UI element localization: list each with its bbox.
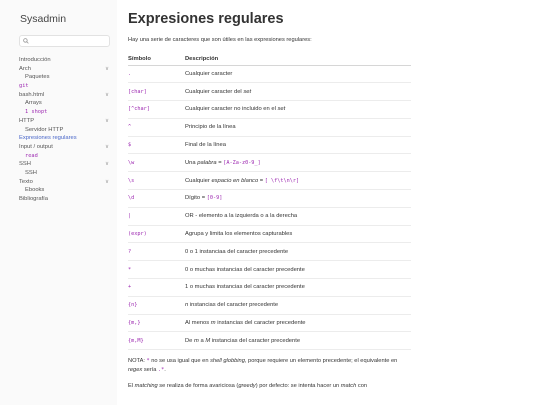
symbol-cell: *: [128, 261, 185, 279]
nav-item[interactable]: [0, 108, 117, 117]
inline-code: [0-9]: [206, 195, 223, 202]
inline-code: *: [146, 358, 150, 365]
symbol-cell: \d: [128, 190, 185, 208]
symbol-cell: ^: [128, 118, 185, 136]
description-cell: [185, 296, 411, 314]
description-cell: [185, 243, 411, 261]
description-cell: [185, 190, 411, 208]
regex-table: [128, 53, 411, 350]
text-run: , porque requiere un elemento precedente; el equivalente en: [244, 358, 398, 365]
nav-item-label: Texto: [19, 178, 33, 185]
inline-code: [A-Za-z0-9_]: [223, 159, 261, 166]
nav-item[interactable]: [0, 56, 117, 65]
description-cell: [185, 314, 411, 332]
text-run: ) por defecto: se intenta hacer un: [255, 382, 341, 389]
text-run: Agrupa y limita los elementos capturables: [185, 231, 293, 238]
nav-item-label: Ebooks: [25, 187, 45, 194]
nav-item[interactable]: [0, 99, 117, 108]
description-cell: [185, 332, 411, 350]
table-row: [128, 332, 411, 350]
nav-item[interactable]: [0, 65, 117, 74]
chevron-down-icon[interactable]: ∨: [104, 65, 109, 72]
inline-code: [ \f\t\n\r]: [264, 177, 300, 184]
description-cell: [185, 172, 411, 190]
sidebar: [0, 0, 117, 405]
emphasis-text: matching: [134, 382, 158, 389]
description-cell: [185, 118, 411, 136]
text-run: =: [258, 177, 265, 184]
nav-item-label: Expresiones regulares: [19, 135, 77, 142]
table-row: [128, 296, 411, 314]
description-cell: [185, 279, 411, 297]
text-run: Final de la línea: [185, 142, 226, 149]
search-icon: [23, 38, 29, 44]
text-run: sería: [142, 366, 159, 373]
symbol-cell: +: [128, 279, 185, 297]
emphasis-text: n: [185, 302, 189, 309]
table-row: [128, 207, 411, 225]
description-cell: [185, 154, 411, 172]
table-row: [128, 314, 411, 332]
nav-item-label: Bibliografía: [19, 196, 49, 202]
symbol-cell: {m,}: [128, 314, 185, 332]
description-cell: [185, 136, 411, 154]
main-content: [128, 11, 411, 389]
table-row: [128, 172, 411, 190]
emphasis-text: set: [277, 106, 286, 113]
symbol-cell: {m,M}: [128, 332, 185, 350]
table-row: [128, 279, 411, 297]
header-symbol: Símbolo: [128, 53, 185, 65]
nav-item[interactable]: [0, 178, 117, 187]
description-cell: [185, 101, 411, 119]
text-run: .: [164, 366, 166, 373]
symbol-cell: .: [128, 65, 185, 83]
text-run: =: [216, 159, 224, 166]
nav-item-label: Servidor HTTP: [25, 126, 64, 133]
nav-item-label: git: [19, 83, 29, 90]
nav-item-label: Paquetes: [25, 74, 50, 81]
nav-item[interactable]: [0, 126, 117, 135]
table-row: [128, 225, 411, 243]
description-cell: [185, 65, 411, 83]
nav-item[interactable]: [0, 186, 117, 195]
description-cell: [185, 207, 411, 225]
symbol-cell: (expr): [128, 225, 185, 243]
site-title[interactable]: Sysadmin: [20, 13, 67, 25]
description-cell: [185, 261, 411, 279]
symbol-cell: [char]: [128, 83, 185, 101]
nav-item-label: Introducción: [19, 57, 51, 63]
emphasis-text: palabra: [197, 159, 217, 166]
nav-item[interactable]: [0, 160, 117, 169]
text-run: Cualquier caracter: [185, 70, 233, 77]
emphasis-text: match: [340, 382, 357, 389]
table-row: [128, 65, 411, 83]
text-run: Dígito =: [185, 195, 207, 202]
text-run: Cualquier caracter no incluido en el: [185, 106, 278, 113]
nav-item[interactable]: [0, 134, 117, 143]
text-run: 1 o muchas instancias del caracter precedente: [185, 284, 305, 291]
header-description: Descripción: [185, 53, 411, 65]
note-paragraph: [128, 357, 411, 374]
text-run: OR - elemento a la izquierda o a la derecha: [185, 213, 298, 220]
nav-item[interactable]: [0, 152, 117, 161]
chevron-down-icon[interactable]: ∨: [104, 117, 109, 124]
text-run: De: [185, 337, 195, 344]
symbol-cell: \w: [128, 154, 185, 172]
emphasis-text: espacio en blanco: [211, 177, 259, 184]
text-run: instancias del caracter precedente: [210, 337, 301, 344]
text-run: Cualquier caracter del: [185, 88, 244, 95]
nav-item-label: HTTP: [19, 117, 35, 124]
symbol-cell: ?: [128, 243, 185, 261]
table-row: [128, 101, 411, 119]
text-run: Al menos: [185, 320, 211, 327]
chevron-down-icon[interactable]: ∨: [104, 91, 109, 98]
nav-item-label: bash.html: [19, 91, 45, 98]
chevron-down-icon[interactable]: ∨: [104, 178, 109, 185]
symbol-cell: {n}: [128, 296, 185, 314]
table-row: [128, 154, 411, 172]
text-run: a: [198, 337, 206, 344]
nav-list: [0, 56, 117, 204]
table-row: [128, 261, 411, 279]
chevron-down-icon[interactable]: ∨: [104, 161, 109, 168]
text-run: 0 o 1 instanciaa del caracter precedente: [185, 248, 289, 255]
symbol-cell: [^char]: [128, 101, 185, 119]
text-run: El: [128, 382, 135, 389]
text-run: Una: [185, 159, 198, 166]
intro-text: Hay una serie de caracteres que son útiles en las expresiones regulares:: [128, 37, 312, 43]
text-run: con: [356, 382, 368, 389]
emphasis-text: M: [205, 337, 211, 344]
table-row: [128, 83, 411, 101]
table-row: [128, 118, 411, 136]
nav-item-label: SSH: [19, 161, 31, 168]
nav-item[interactable]: [0, 143, 117, 152]
nav-item[interactable]: [0, 91, 117, 100]
text-run: instancias del caracter precedente: [188, 302, 279, 309]
table-header-row: [128, 53, 411, 65]
nav-item[interactable]: [0, 117, 117, 126]
description-cell: [185, 225, 411, 243]
emphasis-text: regex: [128, 366, 143, 373]
nav-item-label: Arrays: [25, 100, 42, 107]
symbol-cell: |: [128, 207, 185, 225]
page-title: Expresiones regulares: [128, 11, 284, 27]
description-cell: [185, 83, 411, 101]
text-run: 0 o muchas instancias del caracter precedente: [185, 266, 305, 273]
symbol-cell: $: [128, 136, 185, 154]
chevron-down-icon[interactable]: ∨: [104, 143, 109, 150]
nav-item-label: read: [25, 152, 38, 159]
footer-paragraph: [128, 383, 411, 389]
text-run: instancias del caracter precedente: [215, 320, 306, 327]
emphasis-text: greedy: [238, 382, 256, 389]
text-run: no se usa igual que en: [149, 358, 211, 365]
table-row: [128, 190, 411, 208]
nav-item-label: 1 shopt: [25, 109, 48, 116]
table-row: [128, 136, 411, 154]
emphasis-text: set: [243, 88, 252, 95]
text-run: se realiza de forma avariciosa (: [157, 382, 239, 389]
table-row: [128, 243, 411, 261]
emphasis-text: m: [210, 320, 216, 327]
search-input[interactable]: [31, 38, 101, 44]
emphasis-text: shell globbing: [210, 358, 245, 365]
table-body: [128, 65, 411, 350]
nav-item[interactable]: [0, 73, 117, 82]
inline-code: .*: [158, 366, 165, 373]
nav-item[interactable]: [0, 82, 117, 91]
symbol-cell: \s: [128, 172, 185, 190]
text-run: NOTA:: [128, 358, 147, 365]
text-run: Cualquier: [185, 177, 212, 184]
search-box[interactable]: [19, 35, 110, 47]
nav-item-label: Input / output: [19, 143, 53, 150]
nav-item[interactable]: [0, 169, 117, 178]
nav-item-label: Arch: [19, 65, 31, 72]
emphasis-text: m: [194, 337, 199, 344]
nav-item-label: SSH: [25, 169, 37, 176]
nav-item[interactable]: [0, 195, 117, 204]
text-run: Principio de la línea: [185, 124, 236, 131]
